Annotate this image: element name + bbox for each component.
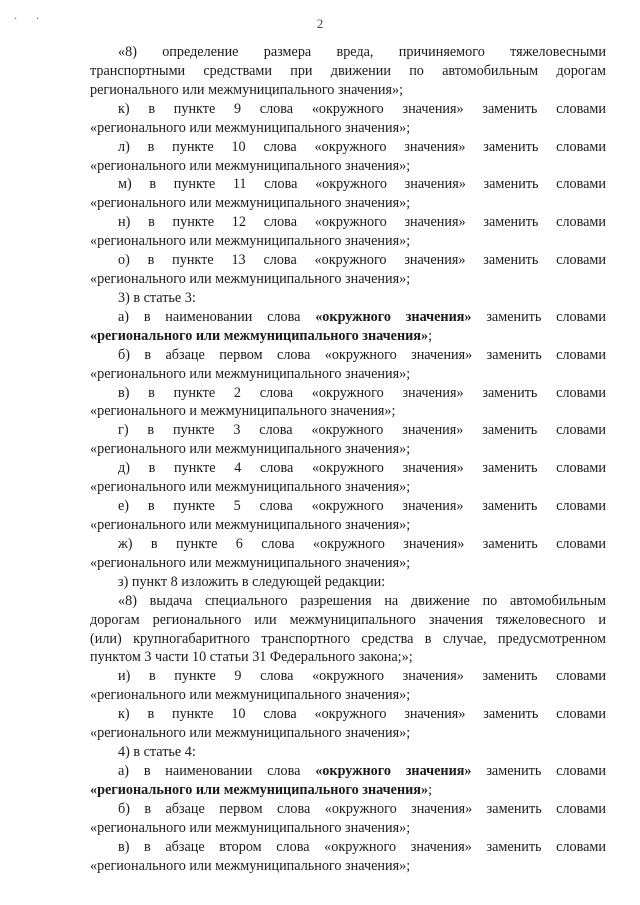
text-line xyxy=(118,763,606,780)
text-line xyxy=(90,725,606,742)
text-line xyxy=(90,233,606,250)
text-line xyxy=(118,460,606,477)
text-span: в) в пункте 2 слова «окружного значения» заменить словами xyxy=(118,384,606,401)
text-span: «регионального или межмуниципального значения»; xyxy=(90,271,411,288)
text-line xyxy=(90,82,606,99)
text-span: пунктом 3 части 10 статьи 31 Федерального закона;»; xyxy=(90,649,413,666)
text-line xyxy=(90,631,606,648)
text-line xyxy=(118,309,606,326)
text-span: н) в пункте 12 слова «окружного значения» заменить словами xyxy=(118,214,606,231)
text-span: «регионального или межмуниципального значения»; xyxy=(90,725,411,742)
text-span: «регионального или межмуниципального значения»; xyxy=(90,119,411,136)
text-line xyxy=(90,820,606,837)
text-span: г) в пункте 3 слова «окружного значения» заменить словами xyxy=(118,422,606,439)
text-span: «регионального или межмуниципального значения»; xyxy=(90,195,411,212)
text-span: «регионального или межмуниципального значения»; xyxy=(90,233,411,250)
text-line xyxy=(90,555,606,572)
text-line xyxy=(90,858,606,875)
text-line xyxy=(118,668,606,685)
text-line xyxy=(90,441,606,458)
text-line xyxy=(90,517,606,534)
bold-text: «окружного значения» xyxy=(315,762,472,779)
text-span: а) в наименовании слова xyxy=(118,308,316,325)
text-line xyxy=(118,801,606,818)
text-span: регионального или межмуниципального значения»; xyxy=(90,81,404,98)
text-line xyxy=(118,706,606,723)
bold-text: «регионального или межмуниципального значения» xyxy=(90,781,429,798)
text-line xyxy=(90,612,606,629)
text-span: «8) определение размера вреда, причиняемого тяжеловесными xyxy=(118,44,606,60)
text-line xyxy=(118,214,606,231)
text-line xyxy=(90,403,606,420)
scan-specks: · · xyxy=(14,14,48,25)
text-line xyxy=(118,744,606,761)
text-span: л) в пункте 10 слова «окружного значения» заменить словами xyxy=(118,138,606,155)
text-line xyxy=(118,252,606,269)
text-span: (или) крупногабаритного транспортного средства в случае, предусмотренном xyxy=(90,630,606,647)
text-span: и) в пункте 9 слова «окружного значения» заменить словами xyxy=(118,668,606,685)
text-line xyxy=(118,101,606,118)
text-span: «регионального или межмуниципального значения»; xyxy=(90,857,411,874)
text-span: «регионального или межмуниципального значения»; xyxy=(90,441,411,458)
text-span: заменить словами xyxy=(471,308,606,325)
text-span: «регионального или межмуниципального значения»; xyxy=(90,687,411,704)
bold-text: «регионального или межмуниципального значения» xyxy=(90,327,429,344)
text-line xyxy=(118,839,606,856)
text-span: «регионального или межмуниципального значения»; xyxy=(90,365,411,382)
text-span: «регионального или межмуниципального значения»; xyxy=(90,819,411,836)
text-line xyxy=(90,782,606,799)
text-span: дорогам регионального или межмуниципального значения тяжеловесного и xyxy=(90,611,606,628)
text-span: к) в пункте 9 слова «окружного значения» заменить словами xyxy=(118,100,606,117)
text-line xyxy=(118,422,606,439)
text-line xyxy=(90,687,606,704)
text-span: д) в пункте 4 слова «окружного значения» заменить словами xyxy=(118,460,606,477)
text-span: ; xyxy=(428,781,433,798)
text-span: е) в пункте 5 слова «окружного значения» заменить словами xyxy=(118,498,606,515)
text-line xyxy=(90,328,606,345)
text-span: «регионального или межмуниципального значения»; xyxy=(90,517,411,533)
text-line xyxy=(118,536,606,553)
text-span: м) в пункте 11 слова «окружного значения» заменить словами xyxy=(118,176,606,193)
text-span: заменить словами xyxy=(471,762,606,779)
text-span: ж) в пункте 6 слова «окружного значения» заменить словами xyxy=(118,535,606,552)
text-line xyxy=(90,649,606,666)
text-line xyxy=(90,366,606,383)
text-line xyxy=(90,120,606,137)
text-span: а) в наименовании слова xyxy=(118,762,316,779)
text-span: б) в абзаце первом слова «окружного значения» заменить словами xyxy=(118,800,606,817)
text-line xyxy=(90,158,606,175)
text-line xyxy=(118,176,606,193)
text-span: «регионального или межмуниципального значения»; xyxy=(90,554,411,571)
text-line xyxy=(90,63,606,80)
text-span: в) в абзаце втором слова «окружного значения» заменить словами xyxy=(118,838,606,855)
text-span: б) в абзаце первом слова «окружного значения» заменить словами xyxy=(118,346,606,363)
text-line xyxy=(118,139,606,156)
text-line xyxy=(118,574,606,591)
text-span: ; xyxy=(428,327,433,344)
text-span: «регионального или межмуниципального значения»; xyxy=(90,157,411,174)
text-span: 3) в статье 3: xyxy=(118,289,196,306)
text-line xyxy=(90,271,606,288)
text-line xyxy=(118,593,606,610)
page-number: 2 xyxy=(316,16,324,31)
text-span: «регионального или межмуниципального значения»; xyxy=(90,479,411,496)
text-line xyxy=(118,44,606,61)
text-span: транспортными средствами при движении по автомобильным дорогам xyxy=(90,62,606,79)
text-line xyxy=(90,195,606,212)
text-span: к) в пункте 10 слова «окружного значения» заменить словами xyxy=(118,706,606,723)
bold-text: «окружного значения» xyxy=(315,308,472,325)
text-line xyxy=(90,479,606,496)
text-line xyxy=(118,347,606,364)
text-span: з) пункт 8 изложить в следующей редакции: xyxy=(118,573,386,590)
text-line xyxy=(118,498,606,515)
text-span: 4) в статье 4: xyxy=(118,744,196,761)
text-line xyxy=(118,385,606,402)
text-span: «8) выдача специального разрешения на движение по автомобильным xyxy=(118,592,606,609)
text-line xyxy=(118,290,606,307)
text-span: «регионального и межмуниципального значения»; xyxy=(90,403,396,420)
text-span: о) в пункте 13 слова «окружного значения» заменить словами xyxy=(118,252,606,269)
